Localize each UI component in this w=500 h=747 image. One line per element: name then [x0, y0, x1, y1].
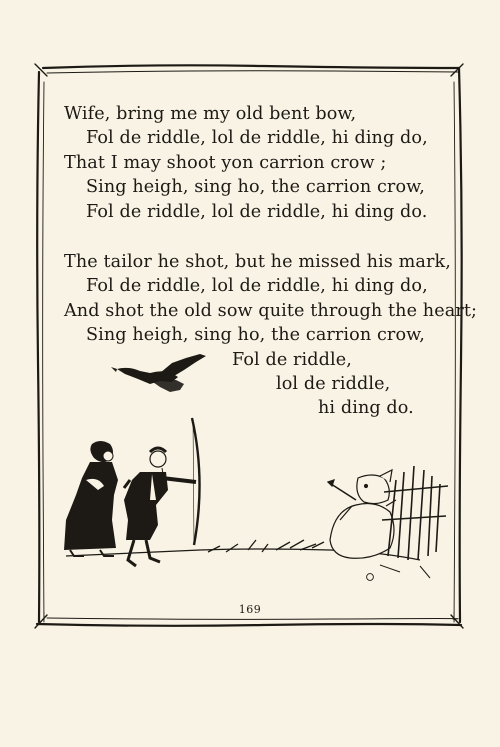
verse-line: Sing heigh, sing ho, the carrion crow,: [86, 177, 425, 198]
verse-line: Sing heigh, sing ho, the carrion crow,: [86, 325, 425, 346]
verse-line: And shot the old sow quite through the heart;: [64, 300, 478, 321]
verse-line: hi ding do.: [318, 398, 414, 419]
tailor-archer-icon: [124, 418, 200, 566]
old-woman-icon: [64, 441, 118, 556]
verse-line: The tailor he shot, but he missed his mark,: [64, 252, 451, 272]
fence-icon: [382, 466, 448, 560]
verse-line: Fol de riddle,: [232, 349, 352, 370]
verse-line: That I may shoot yon carrion crow ;: [64, 152, 387, 173]
page-number: 169: [238, 603, 262, 616]
verse-line: Fol de riddle, lol de riddle, hi ding do,: [86, 276, 428, 297]
pig-icon: [328, 470, 396, 558]
verse-line: lol de riddle,: [276, 374, 391, 395]
verse-line: Fol de riddle, lol de riddle, hi ding do.: [86, 201, 428, 222]
verse-line: Fol de riddle, lol de riddle, hi ding do,: [86, 128, 428, 149]
illustrator-monogram: [366, 572, 380, 584]
crow-icon: [111, 354, 206, 392]
monogram-icon: [366, 572, 380, 582]
verse-line: Wife, bring me my old bent bow,: [64, 104, 357, 124]
